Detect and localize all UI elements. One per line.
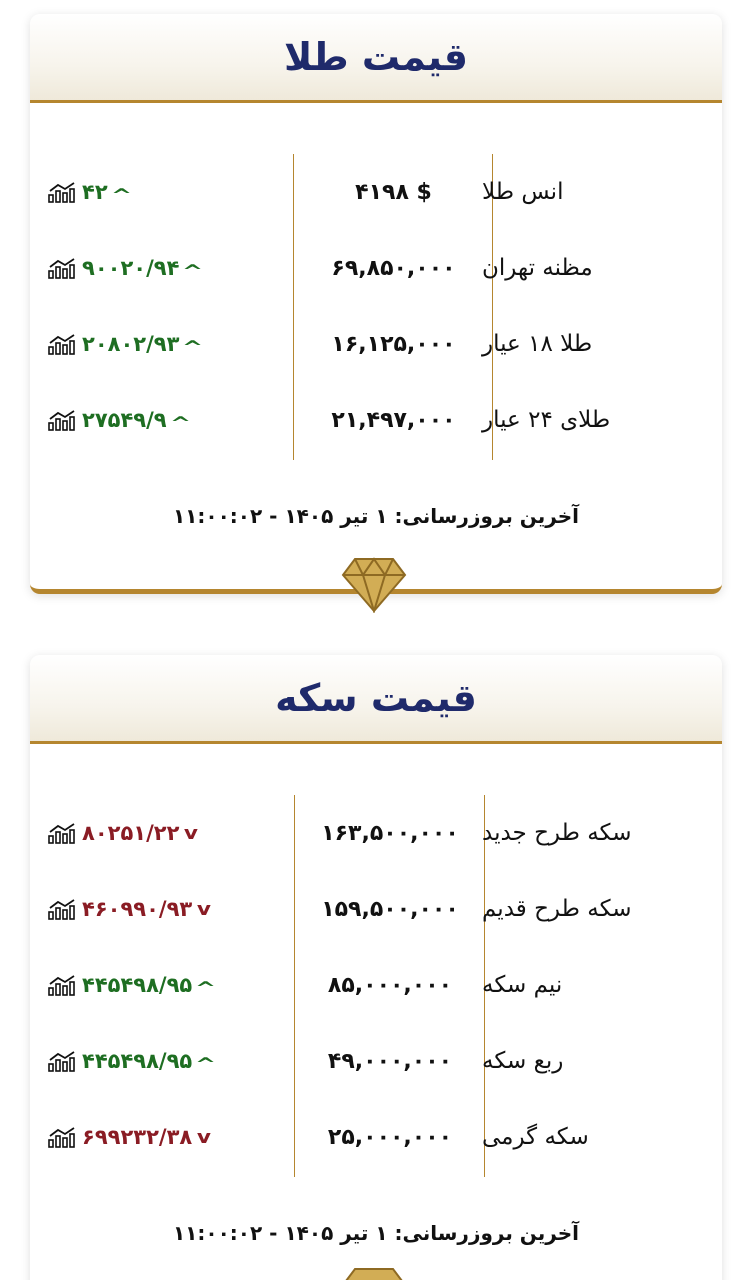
chevron-up-icon: ^ — [182, 260, 204, 282]
price-row[interactable] — [30, 154, 722, 230]
price-change — [48, 306, 204, 382]
item-price: ۶۹,۸۵۰,۰۰۰ — [331, 255, 456, 281]
bar-chart-icon[interactable] — [48, 1126, 76, 1148]
item-price: ۲۵,۰۰۰,۰۰۰ — [327, 1124, 453, 1150]
coin-card-header — [30, 655, 722, 744]
bar-chart-icon[interactable] — [48, 898, 76, 920]
price-change — [48, 1023, 217, 1099]
gold-card-title: قیمت طلا — [284, 35, 468, 79]
chevron-down-icon: v — [197, 1126, 212, 1148]
price-change — [48, 382, 191, 458]
item-price: ۴۱۹۸ $ — [355, 179, 432, 205]
price-row[interactable] — [30, 1023, 722, 1099]
bar-chart-icon[interactable] — [48, 333, 76, 355]
chevron-up-icon: ^ — [195, 977, 217, 999]
chevron-up-icon: ^ — [169, 412, 191, 434]
item-name: سکه گرمی — [482, 1124, 589, 1150]
gold-last-updated: آخرین بروزرسانی: ۱ تیر ۱۴۰۵ - ۱۱:۰۰:۰۲ — [172, 504, 580, 528]
bar-chart-icon[interactable] — [48, 181, 76, 203]
price-row[interactable] — [30, 871, 722, 947]
item-price: ۱۵۹,۵۰۰,۰۰۰ — [321, 896, 459, 922]
item-name: انس طلا — [482, 179, 564, 205]
bar-chart-icon[interactable] — [48, 409, 76, 431]
price-row[interactable] — [30, 230, 722, 306]
chevron-up-icon: ^ — [110, 184, 132, 206]
coin-price-table — [30, 795, 722, 1177]
change-value: ۴۲ — [82, 180, 108, 204]
bar-chart-icon[interactable] — [48, 1050, 76, 1072]
price-change — [48, 230, 204, 306]
item-name: مظنه تهران — [482, 255, 593, 281]
change-value: ۲۰۸۰۲/۹۳ — [82, 332, 180, 356]
change-value: ۴۶۰۹۹۰/۹۳ — [82, 897, 193, 921]
chevron-up-icon: ^ — [195, 1053, 217, 1075]
change-value: ۸۰۲۵۱/۲۲ — [82, 821, 180, 845]
bar-chart-icon[interactable] — [48, 257, 76, 279]
item-name: نیم سکه — [482, 972, 563, 998]
change-value: ۴۴۵۴۹۸/۹۵ — [82, 1049, 193, 1073]
gold-price-card — [30, 14, 722, 594]
price-row[interactable] — [30, 382, 722, 458]
change-value: ۶۹۹۲۳۲/۳۸ — [82, 1125, 193, 1149]
change-value: ۴۴۵۴۹۸/۹۵ — [82, 973, 193, 997]
price-row[interactable] — [30, 1099, 722, 1175]
item-name: ربع سکه — [482, 1048, 564, 1074]
price-change — [48, 947, 217, 1023]
chevron-up-icon: ^ — [182, 336, 204, 358]
gold-card-header — [30, 14, 722, 103]
price-row[interactable] — [30, 795, 722, 871]
diamond-icon — [341, 555, 407, 613]
change-value: ۹۰۰۲۰/۹۴ — [82, 256, 180, 280]
price-row[interactable] — [30, 947, 722, 1023]
item-price: ۱۶۳,۵۰۰,۰۰۰ — [321, 820, 459, 846]
price-row[interactable] — [30, 306, 722, 382]
price-change — [48, 154, 132, 230]
item-price: ۸۵,۰۰۰,۰۰۰ — [327, 972, 453, 998]
item-name: سکه طرح قدیم — [482, 896, 632, 922]
diamond-icon — [341, 1265, 407, 1280]
gold-price-table — [30, 154, 722, 460]
item-name: طلای ۲۴ عیار — [482, 407, 611, 433]
price-change — [48, 871, 210, 947]
chevron-down-icon: v — [197, 898, 212, 920]
item-name: سکه طرح جدید — [482, 820, 632, 846]
coin-price-card — [30, 655, 722, 1280]
item-price: ۱۶,۱۲۵,۰۰۰ — [331, 331, 456, 357]
price-change — [48, 1099, 210, 1175]
item-price: ۴۹,۰۰۰,۰۰۰ — [327, 1048, 453, 1074]
item-name: طلا ۱۸ عیار — [482, 331, 593, 357]
price-change — [48, 795, 197, 871]
coin-card-title: قیمت سکه — [275, 676, 477, 720]
chevron-down-icon: v — [184, 822, 199, 844]
change-value: ۲۷۵۴۹/۹ — [82, 408, 167, 432]
bar-chart-icon[interactable] — [48, 822, 76, 844]
bar-chart-icon[interactable] — [48, 974, 76, 996]
item-price: ۲۱,۴۹۷,۰۰۰ — [331, 407, 456, 433]
coin-last-updated: آخرین بروزرسانی: ۱ تیر ۱۴۰۵ - ۱۱:۰۰:۰۲ — [172, 1221, 580, 1245]
